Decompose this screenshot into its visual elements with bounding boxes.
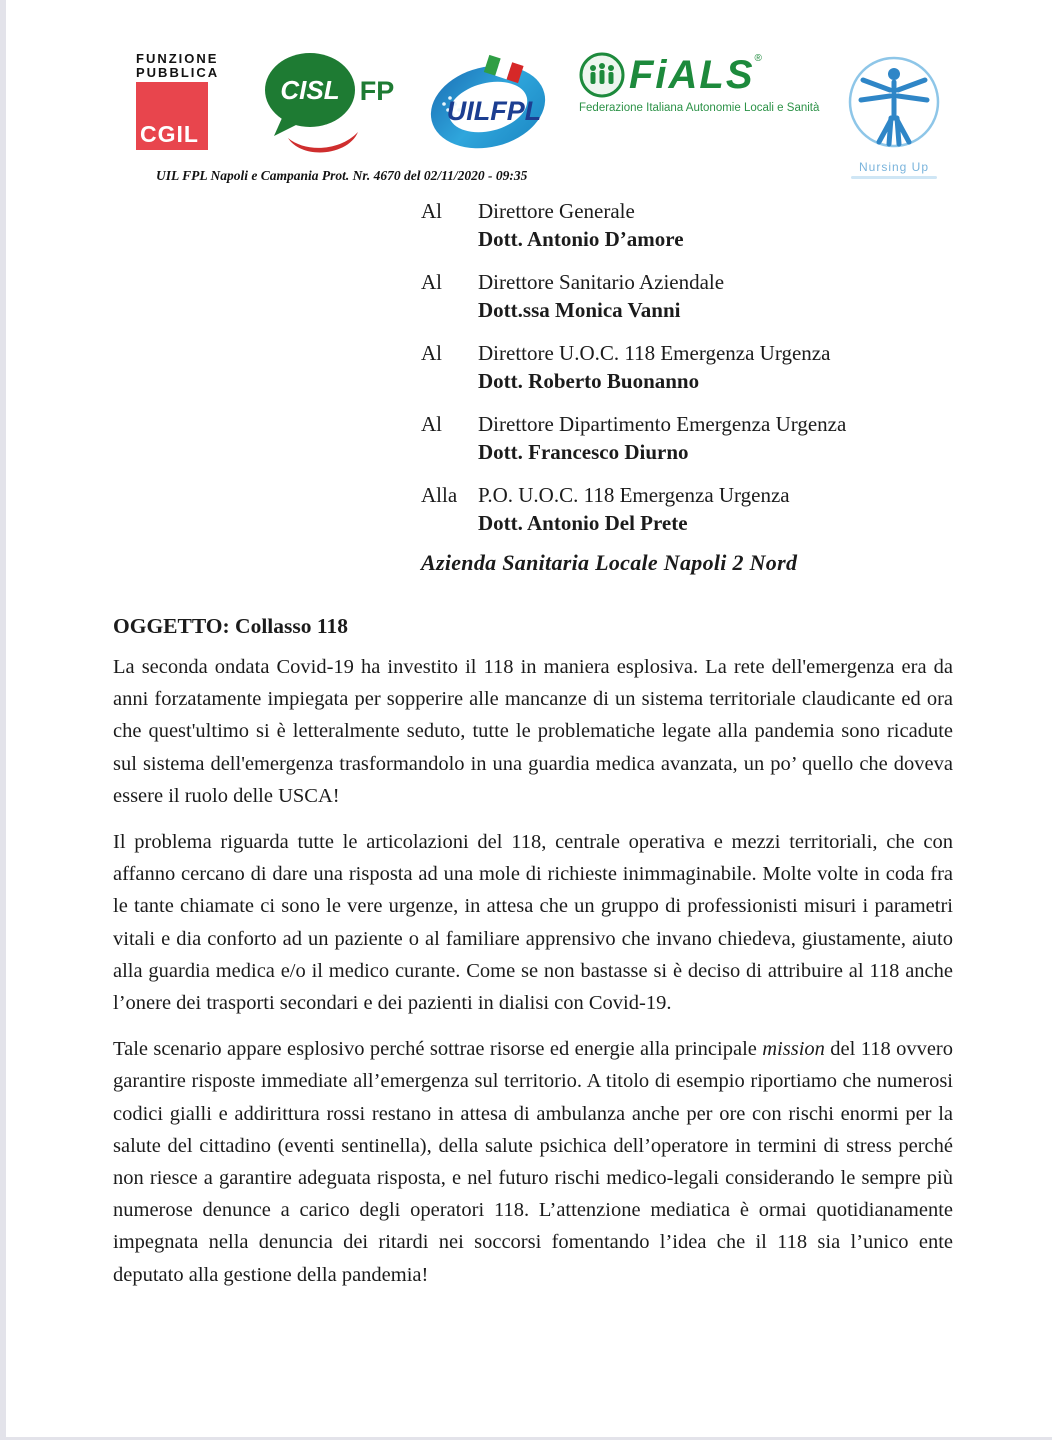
cisl-fp-icon [264, 52, 394, 162]
fials-acronym: FiALS [629, 53, 755, 97]
recipient-block [421, 268, 981, 324]
fials-subtitle: Federazione Italiana Autonomie Locali e Sanità [579, 102, 820, 114]
cgil-logo [136, 52, 256, 150]
recipient-to: Alla [421, 483, 458, 507]
recipient-role: Direttore Dipartimento Emergenza Urgenza [478, 412, 847, 436]
nursing-up-logo [829, 52, 959, 179]
recipient-role: Direttore Sanitario Aziendale [478, 270, 725, 294]
recipient-block [421, 197, 981, 253]
recipient-name: Dott.ssa Monica Vanni [478, 298, 681, 322]
recipient-name: Dott. Antonio Del Prete [478, 511, 688, 535]
nursing-up-vitruvian-icon [835, 52, 953, 154]
cgil-funzione-label: FUNZIONE [136, 51, 219, 66]
letter-body [113, 651, 953, 1305]
organization-name: Azienda Sanitaria Locale Napoli 2 Nord [421, 550, 798, 575]
recipient-block [421, 410, 981, 466]
cgil-red-square-icon [136, 82, 208, 150]
svg-text:CISL: CISL [280, 75, 340, 105]
recipient-name: Dott. Antonio D’amore [478, 227, 684, 251]
recipient-to: Al [421, 341, 442, 365]
recipient-block [421, 481, 981, 537]
paragraph-2: Il problema riguarda tutte le articolazioni del 118, centrale operativa e mezzi territoriali, che con affanno cercano di dare una risposta ad una mole di richieste inimmaginabile. Molte volte in coda fra le tante chiamate ci sono le vere urgenze, in attesa che un gruppo di professionisti misuri i parametri vitali e dia conforto ad un paziente o al familiare apprensivo che invano chiedeva, giustamente, aiuto alla guardia medica e/o il medico curante. Come se non bastasse si è deciso di attribuire al 118 anche l’onere dei trasporti secondari e dei pazienti in dialisi con Covid-19. [113, 831, 953, 1015]
paragraph-3-end: del 118 ovvero garantire risposte immediate all’emergenza sul territorio. A titolo di esempio riportiamo che numerosi codici gialli e addirittura rossi restano in attesa di ambulanza anche per ore con rischi enormi per la salute del cittadino (eventi sentinella), della salute psichica dell’operatore in termini di stress perché non riesce a garantire adeguata risposta, e nel futuro rischi medico-legali considerando le sempre più numerose denunce a carico degli operatori 118. L’attenzione mediatica è ormai quotidianamente impegnata nella denuncia dei ritardi nei soccorsi fomentando l’idea che il 118 sia l’unico ente deputato alla gestione della pandemia! [113, 1038, 953, 1286]
uilfpl-logo [420, 52, 556, 162]
cgil-pubblica-label: PUBBLICA [136, 65, 220, 80]
union-logos-header [124, 52, 1012, 172]
paragraph-3-mission-italic: mission [762, 1038, 825, 1061]
paragraph-3-start: Tale scenario appare esplosivo perché sottrae risorse ed energie alla principale [113, 1038, 763, 1061]
protocol-line: UIL FPL Napoli e Campania Prot. Nr. 4670 del 02/11/2020 - 09:35 [156, 168, 528, 183]
fials-logo [579, 52, 820, 114]
recipient-to: Al [421, 199, 442, 223]
nursing-up-label: Nursing Up [858, 160, 930, 174]
recipient-role: Direttore Generale [478, 199, 635, 223]
nursing-up-tagline-rule [851, 176, 937, 179]
recipient-role: Direttore U.O.C. 118 Emergenza Urgenza [478, 341, 831, 365]
fials-registered-mark: ® [754, 53, 762, 64]
recipient-to: Al [421, 270, 442, 294]
fials-circle-icon [579, 52, 625, 98]
subject-line: OGGETTO: Collasso 118 [113, 614, 348, 638]
uilfpl-icon [420, 52, 556, 162]
recipient-name: Dott. Roberto Buonanno [478, 369, 700, 393]
svg-text:FP: FP [359, 76, 394, 106]
svg-text:UILFPL: UILFPL [446, 96, 542, 126]
recipient-to: Al [421, 412, 442, 436]
paragraph-3 [113, 1033, 953, 1291]
recipients-list [421, 197, 981, 552]
cisl-fp-logo [264, 52, 394, 162]
recipient-block [421, 339, 981, 395]
recipient-name: Dott. Francesco Diurno [478, 440, 689, 464]
recipient-role: P.O. U.O.C. 118 Emergenza Urgenza [478, 483, 790, 507]
paragraph-1: La seconda ondata Covid-19 ha investito il 118 in maniera esplosiva. La rete dell'emergenza era da anni forzatamente impiegata per sopperire alle mancanze di un sistema territoriale claudicante ed ora che quest'ultimo si è letteralmente seduto, tutte le problematiche legate alla pandemia sono ricadute sul sistema dell'emergenza trasformandolo in una guardia medica avanzata, un po’ quello che doveva essere il ruolo delle USCA! [113, 656, 953, 807]
cgil-acronym: CGIL [140, 121, 199, 147]
